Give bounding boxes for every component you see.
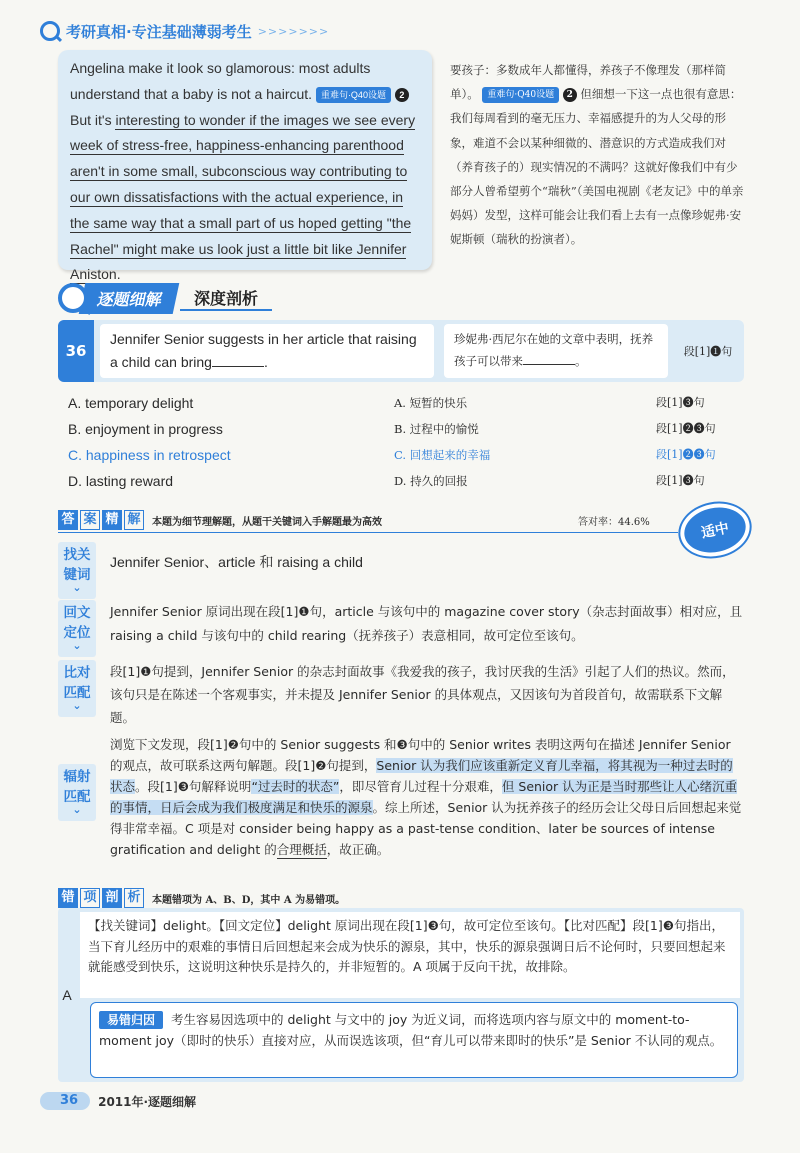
- step-locate: 回文定位 ⌄ Jennifer Senior 原词出现在段[1]❶句，article 与该句中的 magazine cover story（杂志封面故事）相对应，且 raising a child 与该句中的 child rearing（抚养孩子）表意相同，故可定位至该句。: [58, 600, 744, 650]
- question-stem-en: Jennifer Senior suggests in her article that raising a child can bring .: [100, 324, 434, 378]
- magnifier-logo-icon: [40, 21, 60, 41]
- error-cause-box: 易错归因 考生容易因选项中的 delight 与文中的 joy 为近义词，而将选项内容与原文中的 moment-to-moment joy（即时的快乐）直接对应，从而误选该项，但“育儿可以带来即时的快乐”是 Senior 不认同的观点。: [90, 1002, 738, 1078]
- wrong-note: 本题错项为 A、B、D，其中 A 为易错项。: [152, 894, 346, 906]
- answer-blank: [523, 364, 575, 365]
- wrong-option-box: [58, 908, 744, 1082]
- answer-note: 本题为细节理解题，从题干关键词入手解题最为高效: [152, 516, 382, 528]
- flag-tag: 重难句·Q40设题: [316, 87, 391, 103]
- translation-sentence-2: 但细想一下这一点也很有意思：我们每周看到的毫无压力、幸福感提升的为人父母的形象，难道不会以某种细微的、潜意识的方式造成我们对（养育孩子的）现实情况的不满吗？这就好像我们中有少部分人曾希望剪个“瑞秋”（美国电视剧《老友记》中的单亲妈妈）发型，这样可能会让我们看上去有一点像珍妮弗·安妮斯顿（瑞秋的扮演者）。: [450, 87, 744, 247]
- wrong-option-letter: A: [62, 987, 72, 1003]
- answer-header: [58, 510, 744, 530]
- header-arrows: >>>>>>>: [257, 24, 330, 38]
- page-header: [40, 18, 329, 44]
- section-banner: [58, 282, 272, 314]
- passage-translation: [450, 58, 748, 252]
- banner-label-main: 逐题细解: [79, 283, 180, 314]
- step-extend: 辐射匹配 ⌄ 浏览下文发现，段[1]❷句中的 Senior suggests 和❸句中的 Senior writes 表明这两句在描述 Jennifer Senior 的观点，故可联系这两句解题。段[1]❷句提到，Senior 认为我们应该重新定义育儿幸福，将其视为一种过去时的状态。段[1]❸句解释说明“过去时的状态”，即尽管育儿过程十分艰难，但 Senior 认为正是当时那些让人心绪沉重的事情，日后会成为我们极度满足和快乐的源泉。综上所述，Senior 认为抚养孩子的经历会让父母日后回想起来觉得非常幸福。C 项是对 consider being happy as a past-tense condition、later be sources of intense gratification and delight 的合理概括，故正确。: [58, 734, 744, 880]
- step-label: 辐射匹配 ⌄: [58, 764, 96, 821]
- page-footer: [40, 1092, 196, 1110]
- question-reference: 段[1]❶句: [683, 345, 733, 358]
- passage-sentence-2a: But it's: [70, 111, 112, 128]
- option-d: D. lasting reward D. 持久的回报 段[1]❸句: [68, 473, 705, 489]
- correct-rate: 答对率：44.6%: [578, 516, 650, 528]
- footer-title: 2011年·逐题细解: [98, 1094, 197, 1109]
- passage-sentence-2b: interesting to wonder if the images we see every week of stress-free, happiness-enhancing parenthood aren't in some small, subconscious way contributing to our own dissatisfactions with the actual experience, in the same way that a small part of us hoped getting "the Rachel" might make us look just a little bit like Jennifer Aniston.: [70, 111, 416, 283]
- step-label: 比对匹配 ⌄: [58, 660, 96, 717]
- banner-label-sub: 深度剖析: [180, 286, 272, 311]
- sentence-number-badge: 2: [563, 88, 577, 102]
- sentence-number-badge: 2: [395, 88, 409, 102]
- flag-tag: 重难句·Q40设题: [482, 87, 559, 103]
- answer-blank: [212, 366, 264, 367]
- wrong-header: [58, 888, 744, 908]
- difficulty-stamp: 适中: [675, 497, 754, 562]
- answer-title: 答 案 精 解: [58, 510, 144, 530]
- passage-box: [58, 50, 432, 283]
- question-row: [58, 320, 744, 382]
- step-label: 找关键词 ⌄: [58, 542, 96, 599]
- step-compare: 比对匹配 ⌄ 段[1]❶句提到，Jennifer Senior 的杂志封面故事《我爱我的孩子，我讨厌我的生活》引起了人们的热议。然而，该句只是在陈述一个客观事实，并未提及 Jennifer Senior 的具体观点，又因该句为首段首句，故需联系下文解题。: [58, 660, 744, 726]
- option-b: B. enjoyment in progress B. 过程中的愉悦 段[1]❷❸句: [68, 421, 716, 437]
- step-keywords: 找关键词 ⌄ Jennifer Senior、article 和 raising a child: [58, 542, 744, 588]
- passage-text: [70, 56, 420, 288]
- wrong-option-analysis: 【找关键词】delight。【回文定位】delight 原词出现在段[1]❸句，故可定位至该句。【比对匹配】段[1]❸句指出，当下育儿经历中的艰难的事情日后回想起来会成为快乐的源泉，其中，快乐的源泉强调日后不论何时，只要回想起来就能感受到快乐，这说明这种快乐是持久的，并非短暂的。A 项属于反向干扰，故排除。: [80, 912, 740, 998]
- step-label: 回文定位 ⌄: [58, 600, 96, 657]
- divider: [58, 532, 678, 533]
- options-list: [68, 392, 728, 496]
- page-number: 36: [40, 1092, 90, 1110]
- option-a: A. temporary delight A. 短暂的快乐 段[1]❸句: [68, 395, 705, 411]
- option-c-correct: C. happiness in retrospect C. 回想起来的幸福 段[1]❷❸句: [68, 447, 716, 463]
- question-number: 36: [58, 320, 94, 382]
- wrong-title: 错 项 剖 析: [58, 888, 144, 908]
- error-cause-tag: 易错归因: [99, 1011, 163, 1029]
- question-stem-zh: 珍妮弗·西尼尔在她的文章中表明，抚养孩子可以带来 。: [444, 324, 668, 378]
- passage-sentence-1: Angelina make it look so glamorous: most adults understand that a baby is not a haircut.: [70, 60, 371, 102]
- brand-title: 考研真相·专注基础薄弱考生: [66, 22, 252, 41]
- magnifier-icon: [58, 283, 88, 313]
- translation-sentence-1: 要孩子：多数成年人都懂得，养孩子不像理发（那样简单）。: [450, 63, 726, 102]
